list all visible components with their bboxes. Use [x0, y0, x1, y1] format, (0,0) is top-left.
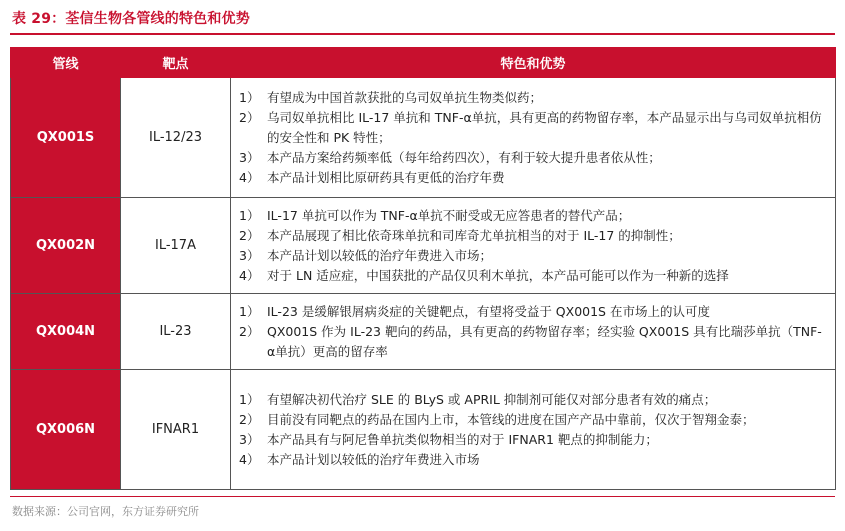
list-item — [239, 206, 827, 226]
features-cell — [231, 198, 836, 294]
item-text: 本产品计划以较低的治疗年费进入市场； — [267, 247, 493, 263]
table-row — [11, 198, 836, 294]
item-number: 4） — [239, 169, 260, 185]
item-number: 2） — [239, 109, 260, 125]
header-features: 特色和优势 — [231, 48, 836, 78]
pipeline-cell: QX002N — [11, 198, 121, 294]
list-item — [239, 168, 827, 188]
item-text: 对于 LN 适应症，中国获批的产品仅贝利木单抗，本产品可能可以作为一种新的选择 — [267, 267, 729, 283]
target-cell: IL-23 — [121, 294, 231, 370]
item-text: 有望解决初代治疗 SLE 的 BLyS 或 APRIL 抑制剂可能仅对部分患者有效的痛点； — [267, 391, 717, 407]
header-row — [11, 48, 836, 78]
item-text: 有望成为中国首款获批的乌司奴单抗生物类似药； — [267, 89, 543, 105]
item-number: 1） — [239, 89, 260, 105]
item-number: 2） — [239, 323, 260, 339]
pipeline-cell: QX004N — [11, 294, 121, 370]
item-number: 3） — [239, 247, 260, 263]
pipeline-cell: QX006N — [11, 370, 121, 490]
pipeline-table — [10, 47, 836, 490]
item-number: 4） — [239, 267, 260, 283]
list-item — [239, 430, 827, 450]
item-text: 本产品展现了相比依奇珠单抗和司库奇尤单抗相当的对于 IL-17 的抑制性； — [267, 227, 681, 243]
features-cell — [231, 294, 836, 370]
item-number: 1） — [239, 303, 260, 319]
list-item — [239, 226, 827, 246]
item-text: 目前没有同靶点的药品在国内上市，本管线的进度在国产产品中靠前，仅次于智翔金泰； — [267, 411, 755, 427]
features-cell — [231, 370, 836, 490]
item-number: 3） — [239, 431, 260, 447]
item-number: 4） — [239, 451, 260, 467]
item-text: QX001S 作为 IL-23 靶向的药品，具有更高的药物留存率；经实验 QX001S 具有比瑞莎单抗（TNF-α单抗）更高的留存率 — [267, 323, 822, 359]
features-cell — [231, 78, 836, 198]
header-target: 靶点 — [121, 48, 231, 78]
table-row — [11, 78, 836, 198]
item-number: 3） — [239, 149, 260, 165]
item-text: 本产品具有与阿尼鲁单抗类似物相当的对于 IFNAR1 靶点的抑制能力； — [267, 431, 658, 447]
list-item — [239, 302, 827, 322]
target-cell: IL-12/23 — [121, 78, 231, 198]
item-text: 本产品方案给药频率低（每年给药四次），有利于较大提升患者依从性； — [267, 149, 661, 165]
source-note: 数据来源：公司官网，东方证券研究所 — [12, 505, 199, 518]
list-item — [239, 88, 827, 108]
target-cell: IFNAR1 — [121, 370, 231, 490]
target-cell: IL-17A — [121, 198, 231, 294]
table-caption: 表 29：荃信生物各管线的特色和优势 — [12, 11, 250, 27]
list-item — [239, 148, 827, 168]
list-item — [239, 246, 827, 266]
table-row — [11, 294, 836, 370]
list-item — [239, 450, 827, 470]
item-number: 1） — [239, 391, 260, 407]
header-pipeline: 管线 — [11, 48, 121, 78]
list-item — [239, 266, 827, 286]
item-text: 本产品计划以较低的治疗年费进入市场 — [267, 451, 480, 467]
table-row — [11, 370, 836, 490]
item-text: IL-23 是缓解银屑病炎症的关键靶点，有望将受益于 QX001S 在市场上的认可度 — [267, 303, 710, 319]
item-number: 2） — [239, 227, 260, 243]
item-number: 2） — [239, 411, 260, 427]
item-text: 本产品计划相比原研药具有更低的治疗年费 — [267, 169, 505, 185]
list-item — [239, 410, 827, 430]
list-item — [239, 322, 827, 362]
item-number: 1） — [239, 207, 260, 223]
pipeline-cell: QX001S — [11, 78, 121, 198]
item-text: IL-17 单抗可以作为 TNF-α单抗不耐受或无应答患者的替代产品； — [267, 207, 631, 223]
bottom-rule — [10, 496, 835, 497]
item-text: 乌司奴单抗相比 IL-17 单抗和 TNF-α单抗，具有更高的药物留存率，本产品显示出与乌司奴单抗相仿的安全性和 PK 特性； — [267, 109, 822, 145]
top-rule — [10, 33, 835, 35]
list-item — [239, 390, 827, 410]
list-item — [239, 108, 827, 148]
